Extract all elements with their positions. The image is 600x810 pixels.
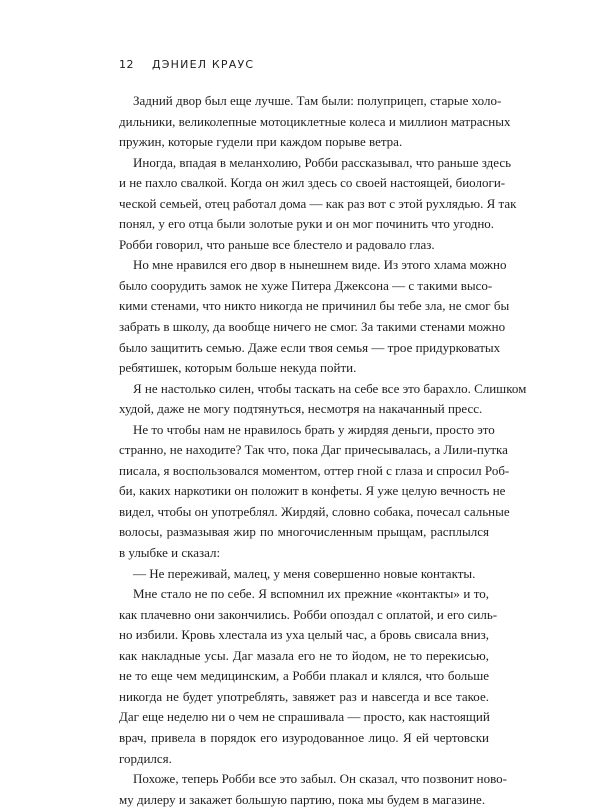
text-line: Робби говорил, что раньше все блестело и радовало глаз. [119,236,435,252]
text-line: не то еще чем медицинским, а Робби плакал и клялся, что больше [119,668,489,684]
text-line: му дилеру и закажет большую партию, пока мы будем в магазине. [119,791,486,807]
text-line: писала, я воспользовался моментом, оттер гной с глаза и спросил Роб- [119,462,510,478]
text-line: забрать в школу, да вообще ничего не смог. За такими стенами можно [119,319,506,335]
text-line: — Не переживай, малец, у меня совершенно новые контакты. [133,565,476,581]
text-line: Мне стало не по себе. Я вспомнил их прежние «контакты» и то, [133,586,489,602]
text-line: Иногда, впадая в меланхолию, Робби рассказывал, что раньше здесь [133,154,512,170]
text-line: никогда не будет употреблять, завяжет раз и навсегда и все такое. [119,688,489,704]
text-line: гордился. [119,750,172,766]
page-header [119,58,254,71]
text-line: видел, чтобы он употреблял. Жирдяй, словно собака, почесал сальные [119,503,510,519]
text-line: Даг еще неделю ни о чем не спрашивала — просто, как настоящий [119,709,490,725]
text-line: Я не настолько силен, чтобы таскать на себе все это барахло. Слишком [133,380,527,396]
page-number: 12 [119,58,134,71]
text-body [119,91,527,810]
text-line: странно, не находите? Так что, пока Даг причесывалась, а Лили-путка [119,442,508,458]
text-line: Похоже, теперь Робби все это забыл. Он сказал, что позвонит ново- [133,771,507,787]
text-line: врач, привела в порядок его изуродованное лицо. Я ей чертовски [119,729,489,745]
text-line: ребятишек, которым больше некуда пойти. [119,360,357,376]
text-line: пружин, которые гудели при каждом порыве ветра. [119,134,403,150]
text-line: как плачевно они закончились. Робби опоздал с оплатой, и его силь- [119,606,498,622]
running-title: ДЭНИЕЛ КРАУС [152,58,255,71]
text-line: понял, у его отца были золотые руки и он мог починить что угодно. [119,216,495,232]
text-line: би, каких наркотики он положит в конфеты. Я уже целую вечность не [119,483,506,499]
text-line: Не то чтобы нам не нравилось брать у жирдяя деньги, просто это [133,421,495,437]
text-line: но избили. Кровь хлестала из уха целый час, а бровь свисала вниз, [119,627,489,643]
text-line: было соорудить замок не хуже Питера Джексона — с такими высо- [119,277,493,293]
text-line: худой, даже не могу подтянуться, несмотря на накачанный пресс. [119,401,483,417]
text-line: кими стенами, что никто никогда не причинил бы тебе зла, не смог бы [119,298,510,314]
text-line: и не пахло свалкой. Когда он жил здесь со своей настоящей, биологи- [119,175,506,191]
text-line: было защитить семью. Даже если твоя семья — трое придурковатых [119,339,501,355]
text-line: как накладные усы. Даг мазала его не то йодом, не то перекисью, [119,647,489,663]
text-line: дильники, великолепные мотоциклетные колеса и миллион матрасных [119,113,511,129]
text-line: в улыбке и сказал: [119,545,221,561]
text-line: ческой семьей, отец работал дома — как раз вот с этой рухлядью. Я так [119,195,517,211]
text-line: волосы, размазывая жир по многочисленным прыщам, расплылся [119,524,489,540]
text-line: Задний двор был еще лучше. Там были: полуприцеп, старые холо- [133,93,502,108]
text-line: Но мне нравился его двор в нынешнем виде. Из этого хлама можно [133,257,507,273]
